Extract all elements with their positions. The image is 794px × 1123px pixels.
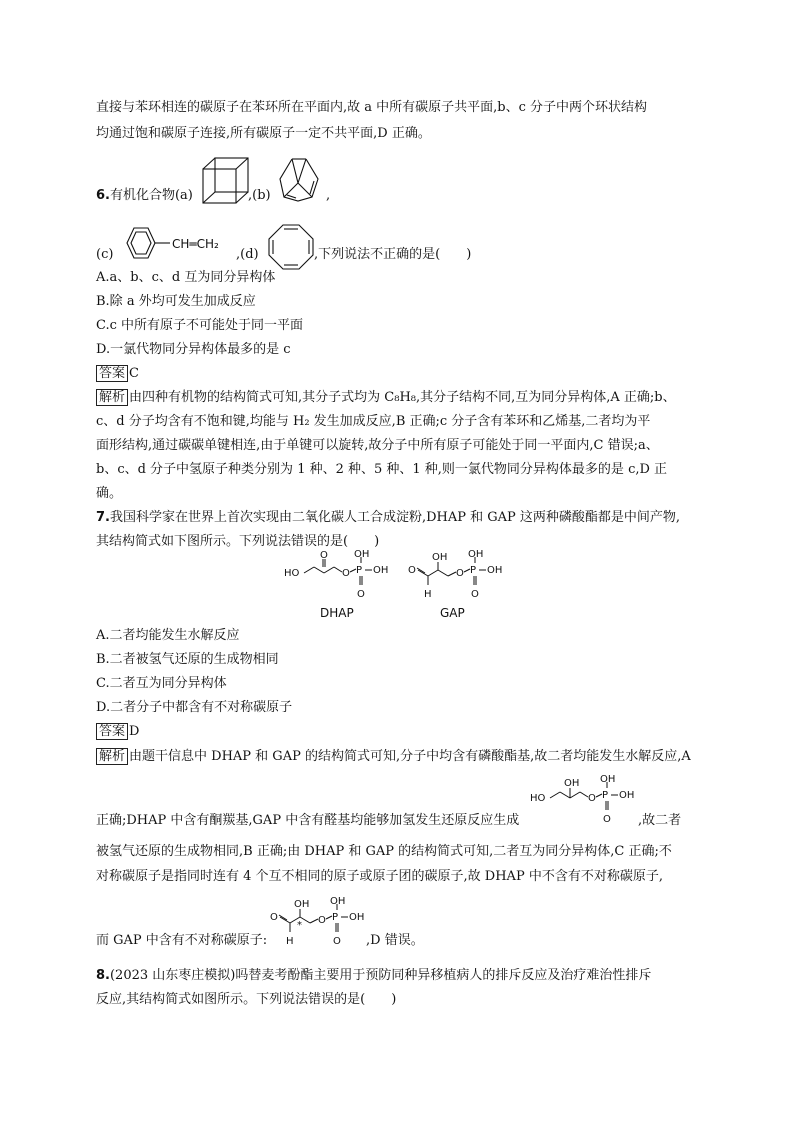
dhap-p: P [356, 565, 363, 576]
q7-stem-1 [96, 509, 680, 527]
prod-oh-mid: OH [564, 778, 580, 789]
q6-option-a: A.a、b、c、d 互为同分异构体 [96, 270, 276, 285]
q7-analysis-2b: ,故二者 [638, 813, 682, 828]
prod-oh-right: OH [619, 790, 635, 801]
gap-p: P [470, 565, 477, 576]
q7-analysis-text-1: 由题干信息中 DHAP 和 GAP 的结构简式可知,分子中均含有磷酸酯基,故二者均能发生水解反应,A [129, 749, 691, 764]
structure-gap-chiral [270, 896, 380, 948]
q6-analysis-4: b、c、d 分子中氢原子种类分别为 1 种、2 种、5 种、1 种,则一氯代物同分异构体最多的是 c,D 正 [96, 462, 668, 477]
prod-p-o: O [603, 814, 611, 825]
chiral-ester-o: O [318, 915, 326, 926]
dhap-p-o: O [357, 589, 365, 600]
label-gap: GAP [440, 606, 465, 620]
gap-h: H [424, 589, 432, 600]
q7-answer-row [96, 723, 139, 741]
structure-reduction-product [530, 774, 640, 826]
chiral-oh: OH [294, 899, 310, 910]
dhap-keto-o: O [320, 550, 328, 561]
q6-stem-d: ,(d) [236, 247, 259, 262]
gap-oh-right: OH [487, 565, 503, 576]
prod-oh-top: OH [600, 774, 616, 785]
q6-stem-b: ,(b) [248, 188, 271, 203]
q6-analysis-5: 确。 [96, 486, 123, 501]
chiral-p-o: O [333, 936, 341, 947]
q7-analysis-3: 被氢气还原的生成物相同,B 正确;由 DHAP 和 GAP 的结构简式可知,二者互为同分异构体,C 正确;不 [96, 844, 672, 859]
chiral-oh-right: OH [349, 912, 365, 923]
dhap-ester-o: O [342, 568, 350, 579]
chiral-oh-top: OH [330, 896, 346, 907]
intro-line-2: 均通过饱和碳原子连接,所有碳原子一定不共平面,D 正确。 [96, 126, 431, 141]
label-dhap: DHAP [320, 606, 354, 620]
q6-number: 6. [96, 188, 110, 203]
structure-b-bicyclic [276, 157, 322, 203]
q6-answer-row [96, 365, 139, 383]
q6-option-c: C.c 中所有原子不可能处于同一平面 [96, 318, 304, 333]
chiral-star: * [297, 920, 302, 931]
q7-stem-text-1: 我国科学家在世界上首次实现由二氧化碳人工合成淀粉,DHAP 和 GAP 这两种磷酸酯都是中间产物, [109, 510, 681, 525]
q6-stem-a: 有机化合物(a) [109, 188, 193, 203]
q7-stem-2: 其结构简式如下图所示。下列说法错误的是( ) [96, 534, 380, 549]
gap-oh: OH [432, 552, 448, 563]
chiral-ald-o: O [270, 912, 278, 923]
answer-label: 答案 [96, 365, 128, 382]
structure-a-cube [202, 157, 252, 205]
q6-option-b: B.除 a 外均可发生加成反应 [96, 294, 256, 309]
gap-p-o: O [471, 589, 479, 600]
struct-c-label: CH═CH₂ [172, 237, 219, 251]
q7-option-b: B.二者被氢气还原的生成物相同 [96, 652, 279, 667]
gap-oh-top: OH [468, 549, 484, 560]
analysis-label: 解析 [96, 748, 128, 765]
structure-gap [408, 549, 518, 603]
answer-label: 答案 [96, 723, 128, 740]
q8-stem-1 [96, 967, 651, 985]
gap-ester-o: O [456, 568, 464, 579]
q7-number: 7. [96, 510, 110, 525]
q6-stem-end: , [326, 188, 331, 203]
dhap-oh-top: OH [354, 549, 370, 560]
q8-number: 8. [96, 968, 110, 983]
chiral-p: P [332, 912, 339, 923]
q6-analysis-1 [96, 389, 676, 407]
q6-analysis-3: 面形结构,通过碳碳单键相连,由于单键可以旋转,故分子中所有原子可能处于同一平面内,C 错误;a、 [96, 438, 659, 453]
q7-analysis-1 [96, 748, 691, 766]
gap-ald-o: O [408, 565, 416, 576]
structure-dhap [284, 549, 400, 603]
q8-stem-text-1: (2023 山东枣庄模拟)吗替麦考酚酯主要用于预防同种异移植病人的排斥反应及治疗难治性排斥 [109, 968, 652, 983]
q6-stem-tail: ,下列说法不正确的是( ) [314, 247, 472, 262]
q7-analysis-5b: ,D 错误。 [366, 933, 424, 948]
prod-ho: HO [530, 793, 546, 804]
q8-stem-2: 反应,其结构简式如图所示。下列说法错误的是( ) [96, 992, 397, 1007]
structure-d-cyclooctatetraene [268, 224, 314, 270]
q7-analysis-5a: 而 GAP 中含有不对称碳原子: [96, 933, 268, 948]
chiral-h: H [286, 936, 294, 947]
dhap-ho: HO [284, 568, 300, 579]
q6-stem-row-1 [96, 187, 193, 205]
q6-analysis-2: c、d 分子均含有不饱和键,均能与 H₂ 发生加成反应,B 正确;c 分子含有苯环和乙烯基,二者均为平 [96, 414, 651, 429]
q7-option-a: A.二者均能发生水解反应 [96, 628, 240, 643]
dhap-oh-right: OH [373, 565, 389, 576]
q6-analysis-text-1: 由四种有机物的结构简式可知,其分子式均为 C₈H₈,其分子结构不同,互为同分异构体,A 正确;b、 [129, 390, 676, 405]
analysis-label: 解析 [96, 389, 128, 406]
q7-option-c: C.二者互为同分异构体 [96, 676, 227, 691]
q7-analysis-text-2a: 正确;DHAP 中含有酮羰基,GAP 中含有醛基均能够加氢发生还原反应生成 [96, 813, 520, 828]
prod-ester-o: O [588, 793, 596, 804]
q7-option-d: D.二者分子中都含有不对称碳原子 [96, 700, 293, 715]
q7-answer: D [129, 724, 140, 739]
q6-stem-c: (c) [96, 247, 114, 262]
q6-option-d: D.一氯代物同分异构体最多的是 c [96, 342, 291, 357]
intro-line-1: 直接与苯环相连的碳原子在苯环所在平面内,故 a 中所有碳原子共平面,b、c 分子中两个环状结构 [96, 100, 648, 115]
prod-p: P [602, 790, 609, 801]
q7-analysis-4: 对称碳原子是指同时连有 4 个互不相同的原子或原子团的碳原子,故 DHAP 中不含有不对称碳原子, [96, 869, 663, 884]
q7-analysis-2 [96, 812, 519, 830]
q6-answer: C [129, 366, 139, 381]
